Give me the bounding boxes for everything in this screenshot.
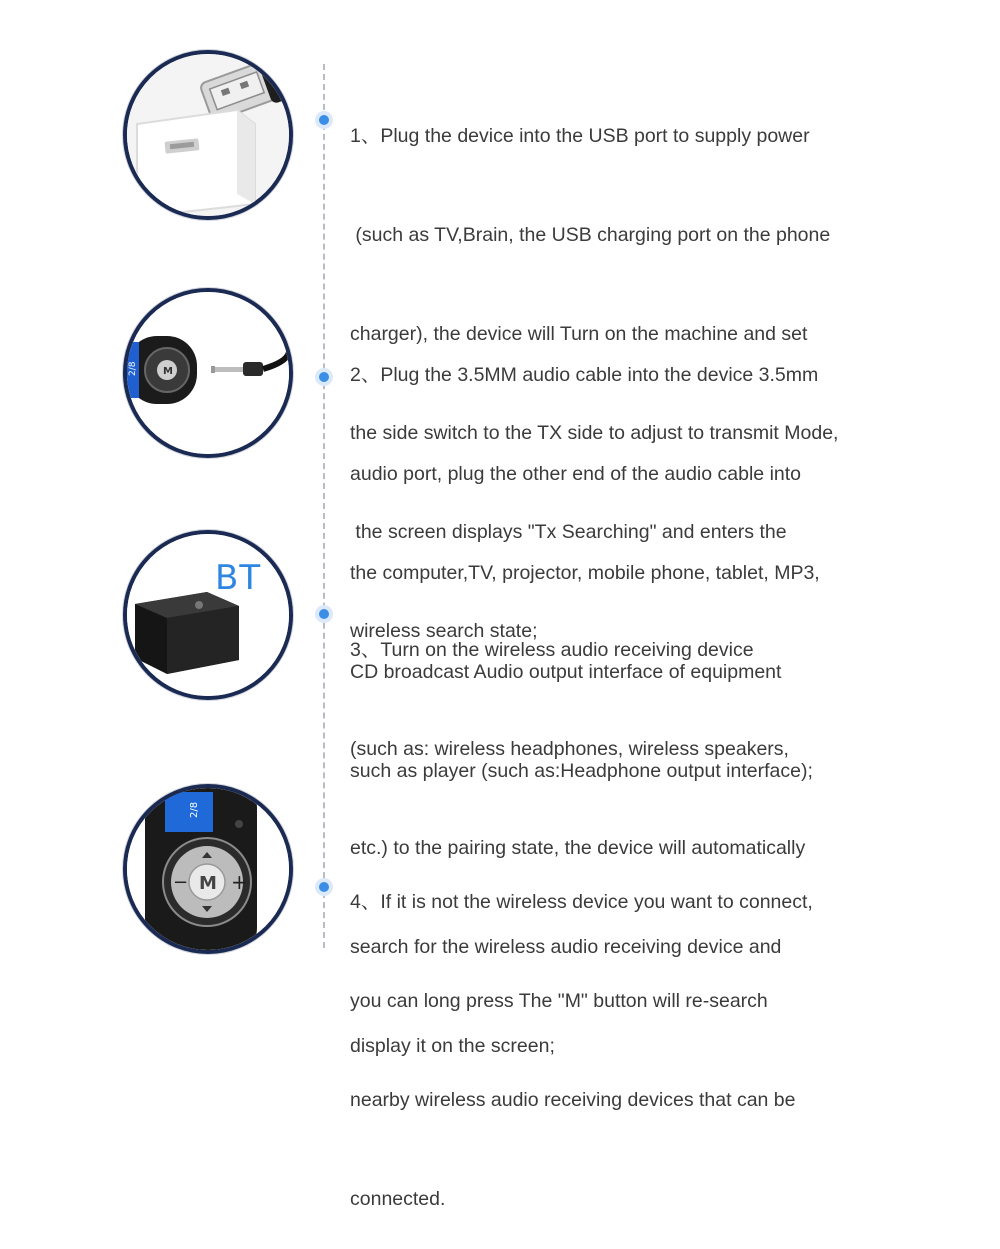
- audio-cable-icon: [127, 292, 289, 454]
- step-3-line-3: etc.) to the pairing state, the device will automatically: [350, 837, 806, 859]
- step-2-image: [123, 288, 293, 458]
- step-4-line-4: connected.: [350, 1188, 446, 1210]
- bt-label: BT: [215, 558, 262, 598]
- step-3-image: [123, 530, 293, 700]
- step-4-image: [123, 784, 293, 954]
- step-2-line-2: audio port, plug the other end of the audio cable into: [350, 463, 802, 485]
- step-3-line-1: 3、Turn on the wireless audio receiving device: [350, 639, 754, 661]
- step-2-line-3: the computer,TV, projector, mobile phone, tablet, MP3,: [350, 562, 820, 584]
- step-2-line-4: CD broadcast Audio output interface of equipment: [350, 661, 782, 683]
- step-1-image: [123, 50, 293, 220]
- m-button-label: M: [163, 366, 173, 377]
- step-1-marker: [315, 111, 333, 129]
- step-3-line-2: (such as: wireless headphones, wireless speakers,: [350, 738, 789, 760]
- device-buttons-icon: [127, 788, 289, 950]
- step-1-line-3: charger), the device will Turn on the machine and set: [350, 323, 808, 345]
- step-2-line-1: 2、Plug the 3.5MM audio cable into the device 3.5mm: [350, 364, 819, 386]
- step-2-line-5: such as player (such as:Headphone output interface);: [350, 760, 813, 782]
- bluetooth-speaker-icon: [127, 534, 289, 696]
- m-button-label-4: M: [199, 873, 217, 894]
- step-1-line-6: wireless search state;: [350, 620, 538, 642]
- screen-2-text: 2/8: [128, 361, 138, 376]
- timeline-line: [323, 64, 325, 948]
- step-4-marker: [315, 878, 333, 896]
- minus-button-label: −: [173, 872, 189, 893]
- step-1-line-2: (such as TV,Brain, the USB charging port on the phone: [350, 224, 831, 246]
- plus-button-label: +: [231, 870, 248, 894]
- step-2-marker: [315, 368, 333, 386]
- step-1-line-1: 1、Plug the device into the USB port to supply power: [350, 125, 810, 147]
- step-4-line-2: you can long press The "M" button will re-search: [350, 990, 768, 1012]
- step-3-marker: [315, 605, 333, 623]
- step-1-line-5: the screen displays "Tx Searching" and enters the: [350, 521, 787, 543]
- usb-charger-icon: [127, 54, 289, 216]
- step-3-line-5: display it on the screen;: [350, 1035, 555, 1057]
- step-4-line-1: 4、If it is not the wireless device you want to connect,: [350, 891, 813, 913]
- step-4-text: [350, 820, 910, 1249]
- step-4-line-3: nearby wireless audio receiving devices that can be: [350, 1089, 796, 1111]
- step-3-line-4: search for the wireless audio receiving device and: [350, 936, 782, 958]
- screen-4-text: 2/8: [189, 801, 200, 818]
- step-1-line-4: the side switch to the TX side to adjust to transmit Mode,: [350, 422, 839, 444]
